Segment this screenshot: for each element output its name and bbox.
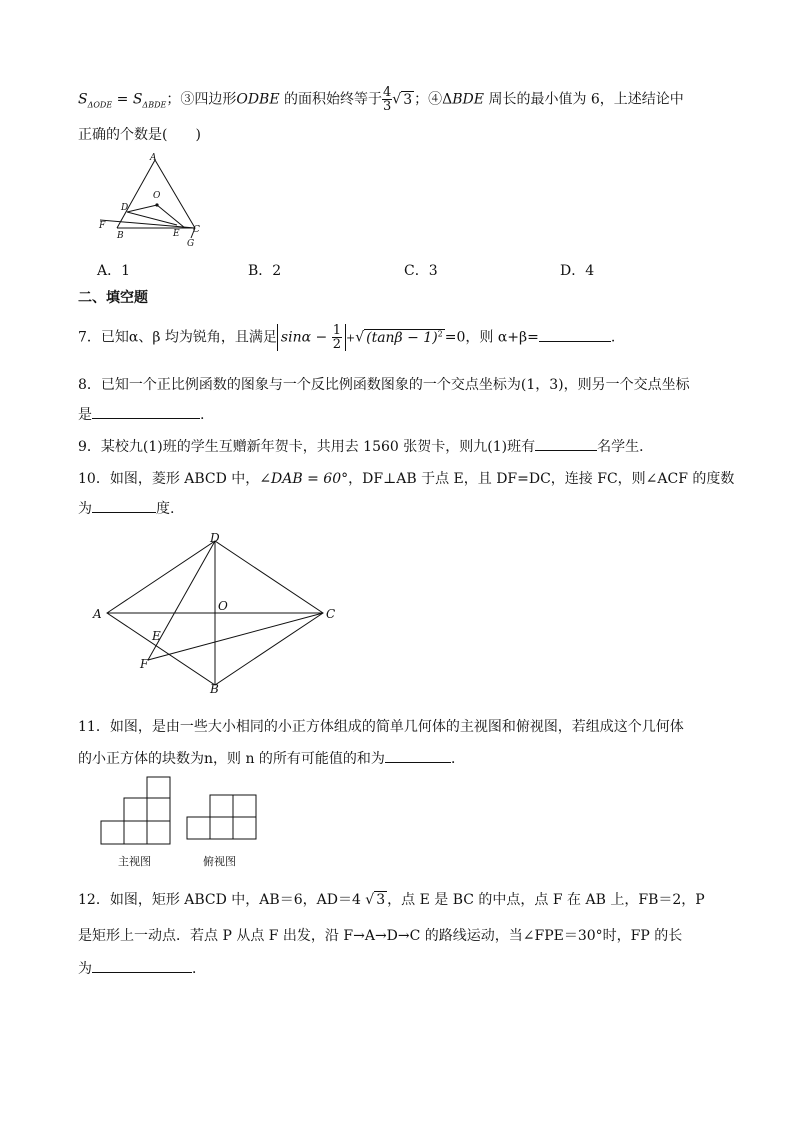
q8-line1: 8．已知一个正比例函数的图象与一个反比例函数图象的一个交点坐标为(1，3)，则另一个交点坐标 bbox=[78, 377, 690, 393]
q12-line3: 为 ． bbox=[78, 961, 206, 977]
q9-answer-blank[interactable] bbox=[535, 438, 597, 451]
q6-part2: ；③四边形 bbox=[166, 91, 237, 108]
q6-sub2: ΔBDE bbox=[142, 100, 167, 110]
q6-option-a: A．1 bbox=[97, 263, 131, 279]
q11-answer-blank[interactable] bbox=[385, 750, 451, 763]
q11-line2: 的小正方体的块数为n，则 n 的所有可能值的和为 ． bbox=[78, 751, 465, 767]
q10-label-e: E bbox=[152, 629, 161, 643]
q10-line2: 为 度. bbox=[78, 501, 175, 517]
q6-option-b: B．2 bbox=[248, 263, 282, 279]
q6-label-g: G bbox=[187, 239, 195, 249]
q6-option-c: C．3 bbox=[404, 263, 438, 279]
q7-prefix: 7．已知α、β 均为锐角，且满足 bbox=[78, 329, 277, 346]
q10-label-b: B bbox=[210, 682, 219, 696]
q6-bde: BDE bbox=[452, 91, 484, 108]
q11-front-view bbox=[100, 776, 172, 846]
q6-label-f: F bbox=[99, 221, 106, 231]
q8-line2: 是 . bbox=[78, 407, 205, 423]
q6-label-e: E bbox=[173, 229, 180, 239]
q6-eq: = bbox=[112, 91, 133, 108]
q10-label-f: F bbox=[140, 657, 149, 671]
q12-sqrt: 3 bbox=[376, 892, 386, 908]
q10-label-c: C bbox=[326, 607, 336, 621]
q11-front-label: 主视图 bbox=[118, 855, 151, 868]
q9: 9．某校九(1)班的学生互赠新年贺卡，共用去 1560 张贺卡，则九(1)班有 名学生． bbox=[78, 439, 654, 455]
q6-fraction: $\frac{4}{3}$ bbox=[383, 85, 392, 114]
q11-top-label: 俯视图 bbox=[203, 855, 236, 868]
q7: 7．已知α、β 均为锐角，且满足 sinα − $\frac{1}{2}$ +√ $(\tan\beta - 1)^2 =0$，则 α+β= . bbox=[78, 323, 616, 352]
q7-abs: sinα − $\frac{1}{2}$ bbox=[277, 324, 346, 351]
q6-part5: 周长的最小值为 6，上述结论中 bbox=[484, 91, 684, 108]
q7-sqrt: $(\tan\beta - 1)^2$ bbox=[366, 328, 443, 346]
q8-answer-blank[interactable] bbox=[92, 406, 200, 419]
q6-label-a: A bbox=[150, 153, 157, 163]
q6-s1: S bbox=[78, 91, 88, 108]
q12-line1: 12．如图，矩形 ABCD 中，AB＝6，AD＝4 √ 3 ，点 E 是 BC 的中点，点 F 在 AB 上，FB＝2，P bbox=[78, 892, 705, 908]
q6-sqrt: 3 bbox=[403, 91, 413, 108]
q12-answer-blank[interactable] bbox=[92, 960, 192, 973]
q10-label-a: A bbox=[93, 607, 102, 621]
q6-figure bbox=[95, 150, 215, 250]
q6-s2: S bbox=[132, 91, 143, 108]
q7-answer-blank[interactable] bbox=[539, 329, 611, 342]
q6-sub1: ΔODE bbox=[87, 100, 113, 110]
section-title: 二、填空题 bbox=[78, 290, 148, 306]
q6-option-d: D．4 bbox=[560, 263, 595, 279]
q6-part4: ；④ bbox=[414, 91, 443, 108]
q6-tri: Δ bbox=[442, 91, 453, 108]
q6-label-c: C bbox=[193, 225, 200, 235]
q10-figure bbox=[90, 530, 350, 695]
q11-top-view bbox=[186, 794, 258, 842]
q12-line2: 是矩形上一动点．若点 P 从点 F 出发，沿 F→A→D→C 的路线运动，当∠FPE＝30°时，FP 的长 bbox=[78, 928, 683, 944]
q10-answer-blank[interactable] bbox=[92, 500, 156, 513]
q6-label-b: B bbox=[117, 231, 124, 241]
q6-label-d: D bbox=[121, 203, 129, 213]
q6-line2: 正确的个数是( ) bbox=[78, 127, 201, 143]
q6-part3: 的面积始终等于 bbox=[279, 91, 383, 108]
q6-line1: $S_{\Delta ODE} = S_{\Delta BDE}$；③四边形ODBE 的面积始终等于 $\frac{4}{3}$ √ 3 ；④ΔBDE 周长的最小值为 6，上述结论中 bbox=[78, 85, 684, 114]
q10-line1: 10．如图，菱形 ABCD 中，∠DAB = 60°，DF⊥AB 于点 E，且 DF=DC，连接 FC，则∠ACF 的度数 bbox=[78, 471, 735, 487]
q10-label-o: O bbox=[218, 599, 228, 613]
q11-line1: 11．如图，是由一些大小相同的小正方体组成的简单几何体的主视图和俯视图，若组成这个几何体 bbox=[78, 719, 684, 735]
q6-label-o: O bbox=[153, 191, 161, 201]
q6-odbe: ODBE bbox=[236, 91, 280, 108]
q10-label-d: D bbox=[210, 531, 220, 545]
